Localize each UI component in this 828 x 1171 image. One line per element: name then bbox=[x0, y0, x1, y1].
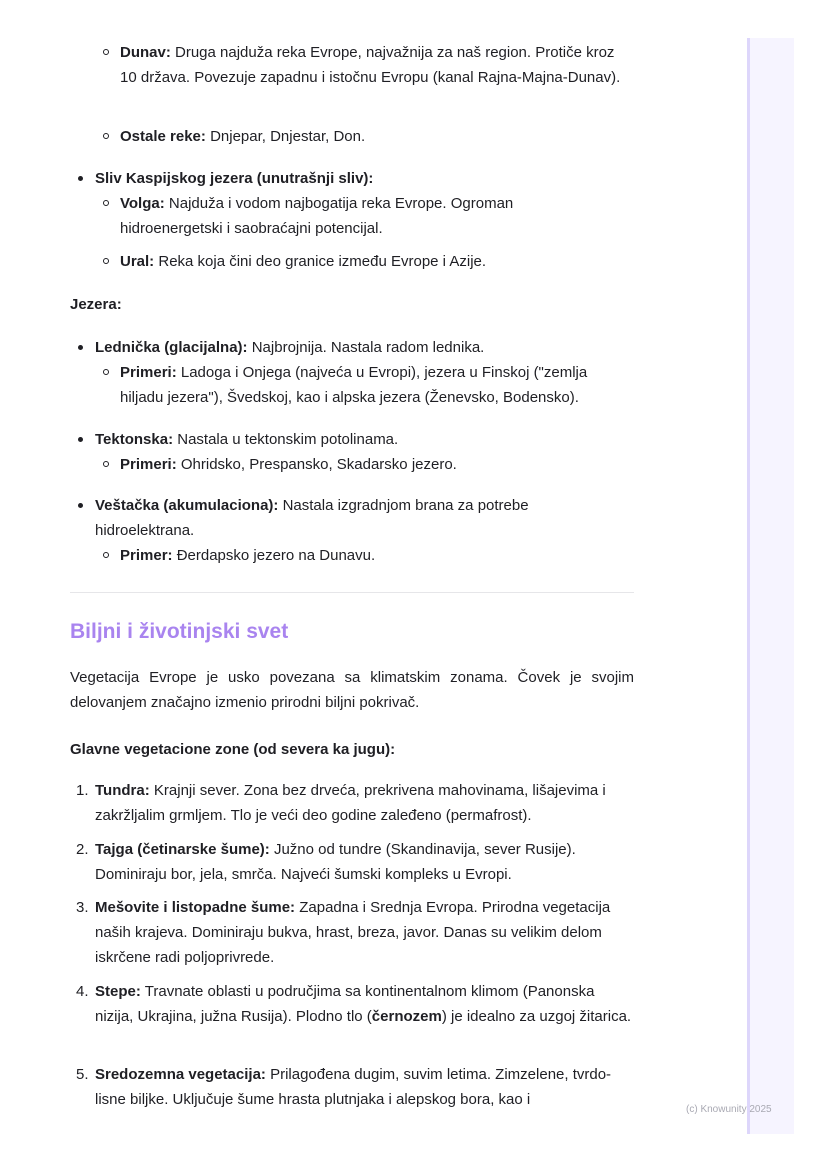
section-title: Biljni i životinjski svet bbox=[70, 620, 289, 643]
list-item-primer-vestacka: Primer: Đerdapsko jezero na Dunavu. bbox=[120, 543, 634, 568]
list-item-volga: Volga: Najduža i vodom najbogatija reka Evrope. Ogroman hidroenergetski i saobraćajni potencijal. bbox=[120, 191, 590, 241]
list-item-kaspijsko: Sliv Kaspijskog jezera (unutrašnji sliv): bbox=[95, 166, 634, 191]
section-intro: Vegetacija Evrope je usko povezana sa klimatskim zonama. Čovek je svojim delovanjem značajno izmenio prirodni biljni pokrivač. bbox=[70, 669, 634, 711]
right-margin-bar bbox=[747, 38, 794, 1134]
list-item-ostale-reke: Ostale reke: Dnjepar, Dnjestar, Don. bbox=[120, 124, 634, 149]
list-item-tektonska: Tektonska: Nastala u tektonskim potolinama. bbox=[95, 427, 634, 452]
zones-heading: Glavne vegetacione zone (od severa ka jugu): bbox=[70, 741, 396, 758]
list-item-vestacka: Veštačka (akumulaciona): Nastala izgradnjom brana za potrebe hidroelektrana. bbox=[95, 493, 575, 543]
list-item-dunav: Dunav: Druga najduža reka Evrope, najvažnija za naš region. Protiče kroz 10 država. Povezuje zapadnu i istočnu Evropu (kanal Rajna-Majna-Dunav). bbox=[120, 40, 634, 90]
zone-item-sredozemna: 5. Sredozemna vegetacija: Prilagođena dugim, suvim letima. Zimzelene, tvrdo-lisne biljke. Uključuje šume hrasta plutnjaka i alepskog bora, kao i bbox=[76, 1066, 612, 1108]
zone-item-stepe: 4. Stepe: Travnate oblasti u područjima sa kontinentalnom klimom (Panonska nizija, Ukrajina, južna Rusija). Plodno tlo (černozem) je idealno za uzgoj žitarica. bbox=[76, 983, 632, 1025]
watermark: (c) Knowunity 2025 bbox=[686, 1104, 772, 1115]
zone-item-tundra: 1. Tundra: Krajnji sever. Zona bez drveća, prekrivena mahovinama, lišajevima i zakržljalim grmljem. Tlo je veći deo godine zaleđeno (permafrost). bbox=[76, 782, 606, 824]
list-item-primeri-lednicka: Primeri: Ladoga i Onjega (najveća u Evropi), jezera u Finskoj ("zemlja hiljadu jezera"), Švedskoj, kao i alpska jezera (Ženevsko, Bodensko). bbox=[120, 360, 630, 410]
zone-item-tajga: 2. Tajga (četinarske šume): Južno od tundre (Skandinavija, sever Rusije). Dominiraju bor, jela, smrča. Najveći šumski kompleks u Evropi. bbox=[76, 841, 576, 883]
list-item-lednicka: Lednička (glacijalna): Najbrojnija. Nastala radom lednika. bbox=[95, 335, 634, 360]
list-item-ural: Ural: Reka koja čini deo granice između Evrope i Azije. bbox=[120, 249, 634, 274]
zone-item-mesovite: 3. Mešovite i listopadne šume: Zapadna i Srednja Evropa. Prirodna vegetacija naših krajeva. Dominiraju bukva, hrast, breza, javor. Danas su velikim delom iskrčene radi poljoprivrede. bbox=[76, 899, 611, 966]
list-item-primeri-tektonska: Primeri: Ohridsko, Prespansko, Skadarsko jezero. bbox=[120, 452, 634, 477]
section-divider bbox=[70, 592, 634, 593]
lakes-heading: Jezera: bbox=[70, 296, 122, 313]
